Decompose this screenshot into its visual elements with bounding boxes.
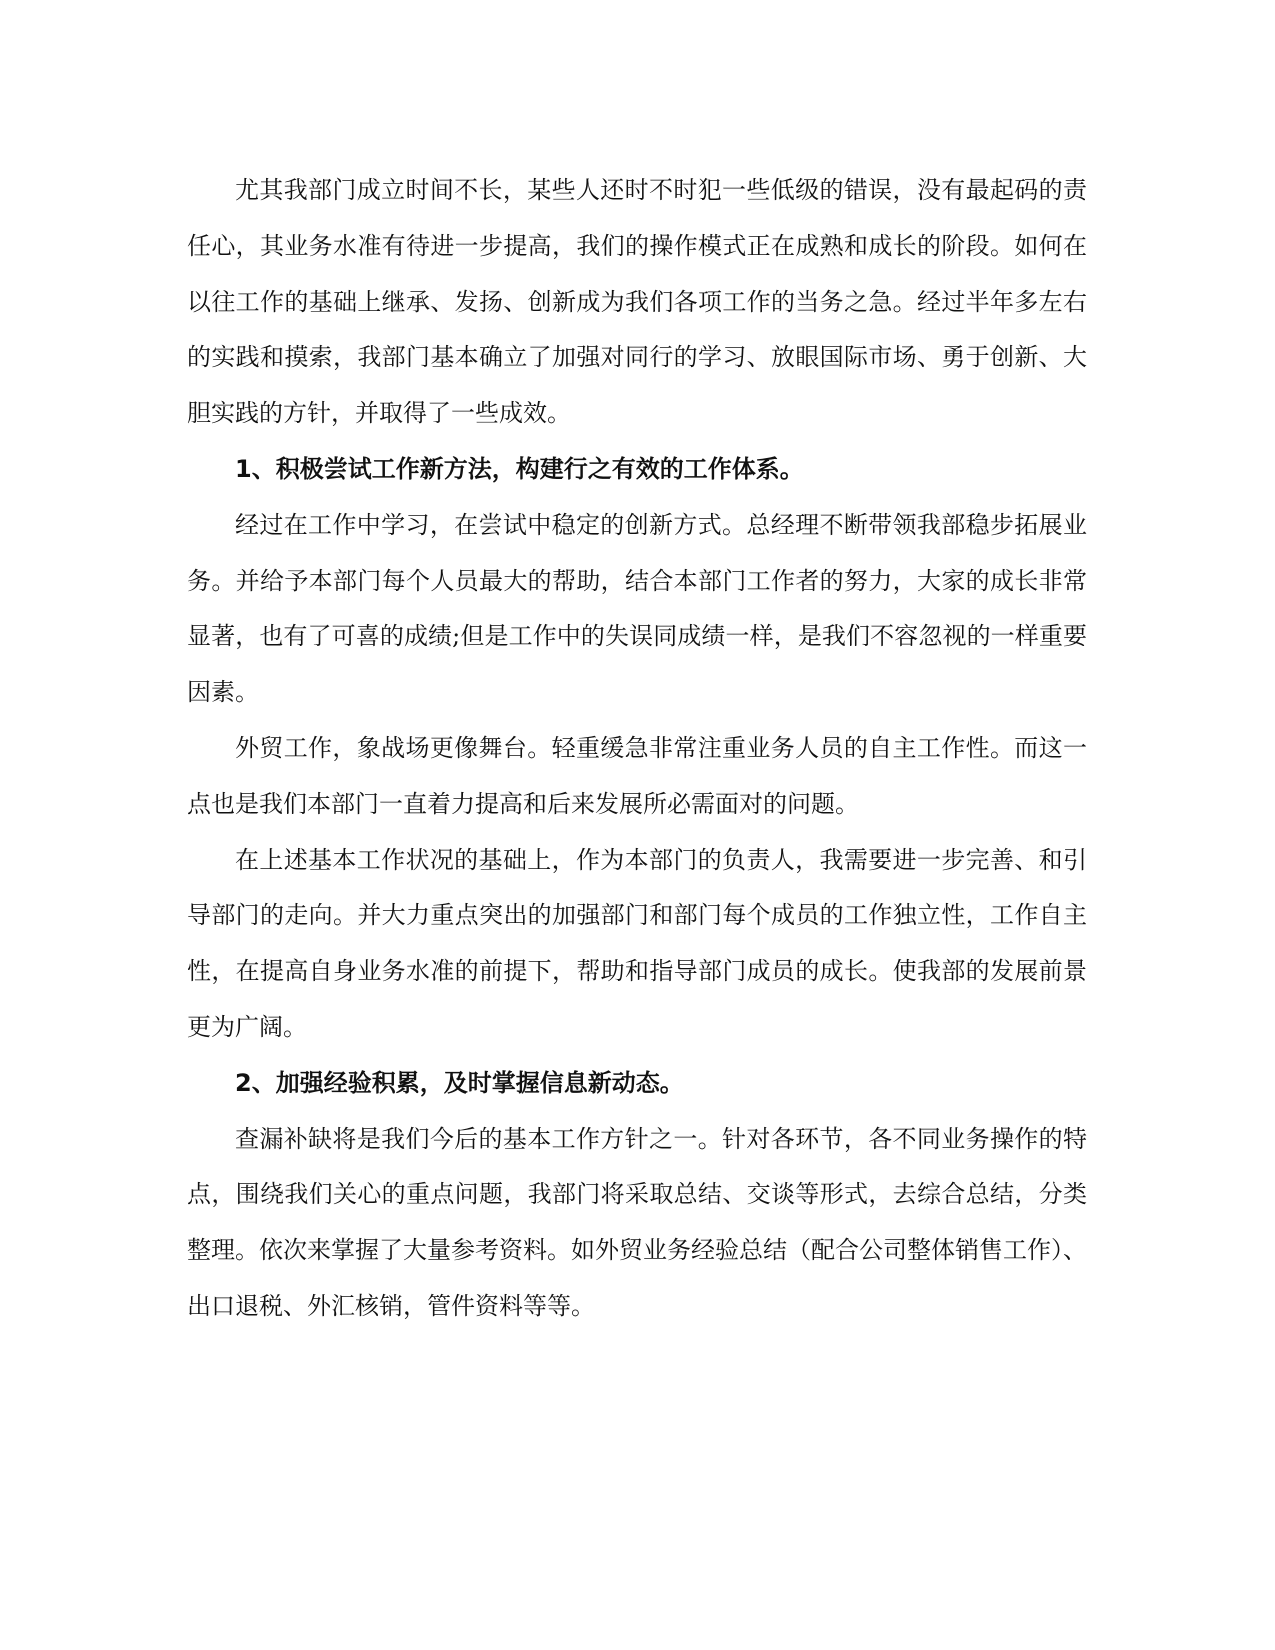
paragraph-section2-a: 查漏补缺将是我们今后的基本工作方针之一。针对各环节，各不同业务操作的特点，围绕我们关心的重点问题，我部门将采取总结、交谈等形式，去综合总结，分类整理。依次来掌握了大量参考资料。如外贸业务经验总结（配合公司整体销售工作）、出口退税、外汇核销，管件资料等等。 (187, 1124, 1087, 1320)
paragraph-section1-b: 外贸工作，象战场更像舞台。轻重缓急非常注重业务人员的自主工作性。而这一点也是我们本部门一直着力提高和后来发展所必需面对的问题。 (187, 733, 1087, 818)
section-heading-1: 1、积极尝试工作新方法，构建行之有效的工作体系。 (235, 454, 804, 483)
document-body (187, 163, 1087, 1335)
paragraph-section1-a: 经过在工作中学习，在尝试中稳定的创新方式。总经理不断带领我部稳步拓展业务。并给予本部门每个人员最大的帮助，结合本部门工作者的努力，大家的成长非常显著，也有了可喜的成绩;但是工作中的失误同成绩一样，是我们不容忽视的一样重要因素。 (187, 510, 1087, 707)
section-heading-2: 2、加强经验积累，及时掌握信息新动态。 (235, 1068, 684, 1097)
paragraph-section1-c: 在上述基本工作状况的基础上，作为本部门的负责人，我需要进一步完善、和引导部门的走向。并大力重点突出的加强部门和部门每个成员的工作独立性，工作自主性，在提高自身业务水准的前提下，帮助和指导部门成员的成长。使我部的发展前景更为广阔。 (187, 845, 1087, 1041)
paragraph-intro: 尤其我部门成立时间不长，某些人还时不时犯一些低级的错误，没有最起码的责任心，其业务水准有待进一步提高，我们的操作模式正在成熟和成长的阶段。如何在以往工作的基础上继承、发扬、创新成为我们各项工作的当务之急。经过半年多左右的实践和摸索，我部门基本确立了加强对同行的学习、放眼国际市场、勇于创新、大胆实践的方针，并取得了一些成效。 (187, 176, 1087, 428)
